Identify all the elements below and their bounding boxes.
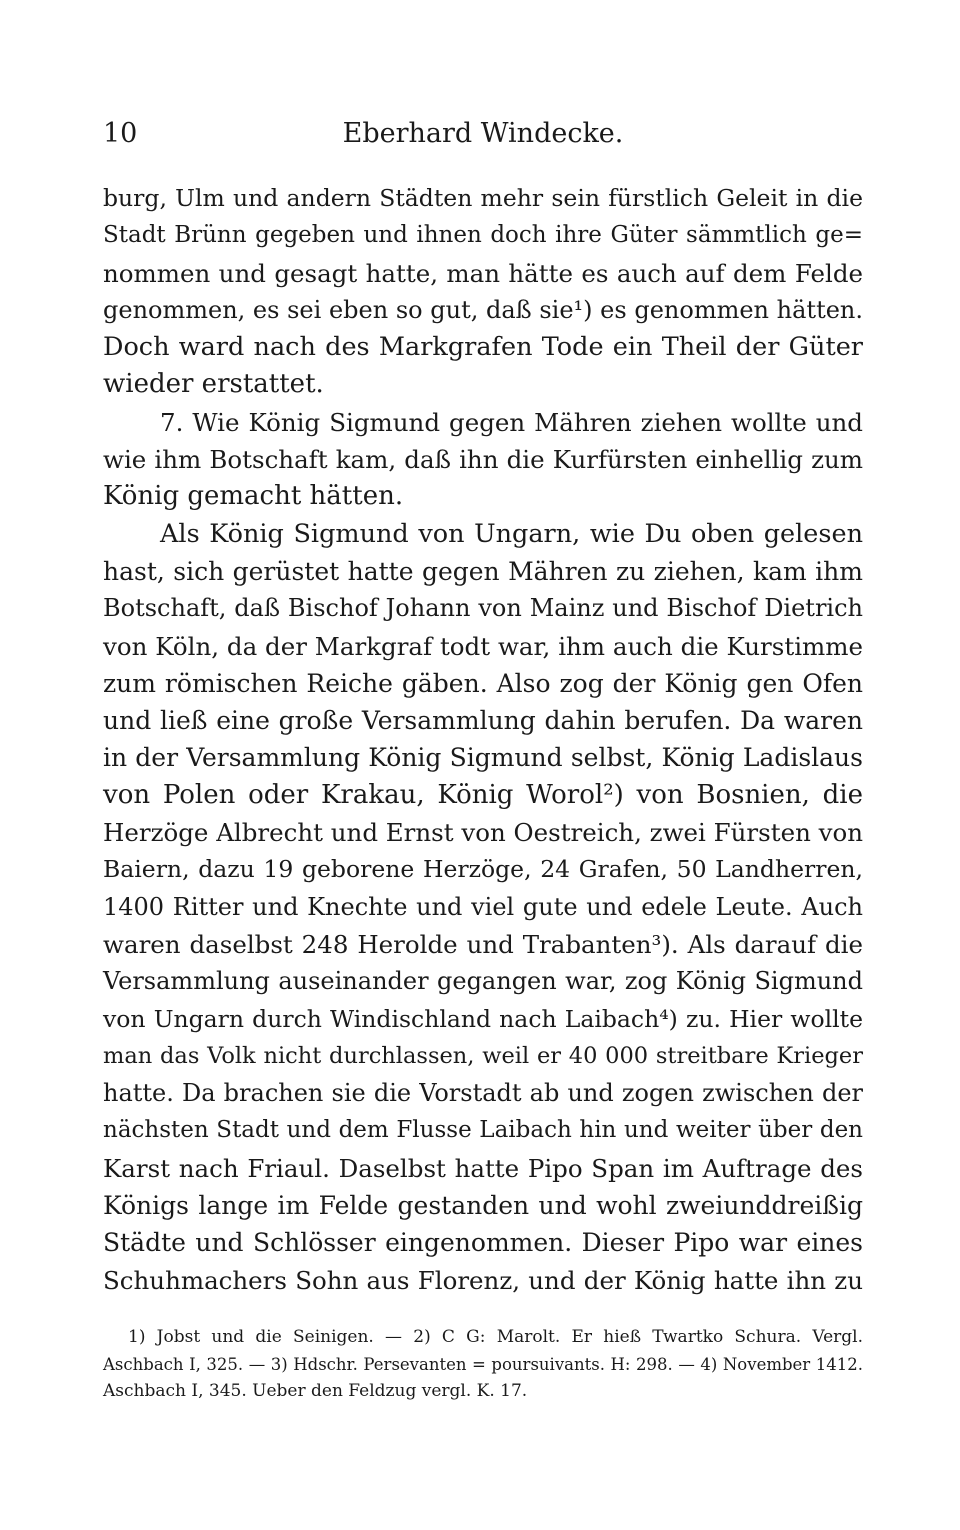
page-number: 10 [103, 118, 138, 149]
text-line: Versammlung auseinander gegangen war, zog König Sigmund [103, 967, 863, 996]
text-line: Herzöge Albrecht und Ernst von Oestreich, zwei Fürsten von [103, 818, 864, 848]
text-line: Als König Sigmund von Ungarn, wie Du oben gelesen [160, 518, 863, 549]
footnotes [103, 1324, 863, 1405]
text-line: von Polen oder Krakau, König Worol²) von Bosnien, die [103, 779, 863, 810]
text-line: wieder erstattet. [103, 369, 324, 400]
running-title: Eberhard Windecke. [342, 118, 624, 149]
section-heading-line: 7. Wie König Sigmund gegen Mähren ziehen wollte und [160, 407, 863, 437]
footnote-line: Aschbach I, 325. — 3) Hdschr. Persevanten = poursuivants. H: 298. — 4) November 1412. [103, 1355, 863, 1374]
text-line: Schuhmachers Sohn aus Florenz, und der König hatte ihn zu [103, 1265, 863, 1295]
section-heading-line: König gemacht hätten. [103, 481, 404, 512]
text-line: hatte. Da brachen sie die Vorstadt ab und zogen zwischen der [103, 1079, 863, 1108]
footnote-line: Aschbach I, 345. Ueber den Feldzug vergl. K. 17. [103, 1381, 528, 1401]
page-header [103, 118, 863, 154]
text-line: nächsten Stadt und dem Flusse Laibach hin und weiter über den [103, 1117, 863, 1144]
text-line: Königs lange im Felde gestanden und wohl zweiunddreißig [103, 1191, 863, 1221]
text-line: und ließ eine große Versammlung dahin berufen. Da waren [103, 706, 863, 736]
text-line: nommen und gesagt hatte, man hätte es auch auf dem Felde [103, 258, 863, 288]
text-line: waren daselbst 248 Herolde und Trabanten³). Als darauf die [103, 929, 863, 959]
text-line: in der Versammlung König Sigmund selbst, König Ladislaus [103, 743, 863, 773]
text-line: 1400 Ritter und Knechte und viel gute und edele Leute. Auch [103, 892, 863, 921]
body-text [103, 180, 863, 1299]
text-line: Botschaft, daß Bischof Johann von Mainz und Bischof Dietrich [103, 594, 863, 623]
text-line: von Ungarn durch Windischland nach Laibach⁴) zu. Hier wollte [103, 1004, 863, 1033]
text-line: Städte und Schlösser eingenommen. Dieser Pipo war eines [103, 1228, 863, 1258]
footnote-line: 1) Jobst und die Seinigen. — 2) C G: Marolt. Er hieß Twartko Schura. Vergl. [128, 1327, 863, 1347]
text-line: zum römischen Reiche gäben. Also zog der König gen Ofen [103, 668, 863, 698]
text-line: man das Volk nicht durchlassen, weil er 40 000 streitbare Krieger [103, 1042, 863, 1069]
text-line: Karst nach Friaul. Daselbst hatte Pipo Span im Auftrage des [103, 1153, 863, 1183]
text-line: burg, Ulm und andern Städten mehr sein fürstlich Geleit in die [103, 184, 863, 212]
text-line: von Köln, da der Markgraf todt war, ihm auch die Kurstimme [103, 631, 863, 661]
text-line: Baiern, dazu 19 geborene Herzöge, 24 Grafen, 50 Landherren, [103, 855, 863, 884]
text-line: Stadt Brünn gegeben und ihnen doch ihre Güter sämmtlich ge= [103, 222, 863, 249]
text-line: Doch ward nach des Markgrafen Tode ein Theil der Güter [103, 332, 863, 363]
text-line: genommen, es sei eben so gut, daß sie¹) es genommen hätten. [103, 295, 863, 324]
section-heading-line: wie ihm Botschaft kam, daß ihn die Kurfürsten einhellig zum [103, 445, 863, 475]
text-line: hast, sich gerüstet hatte gegen Mähren zu ziehen, kam ihm [103, 556, 863, 586]
